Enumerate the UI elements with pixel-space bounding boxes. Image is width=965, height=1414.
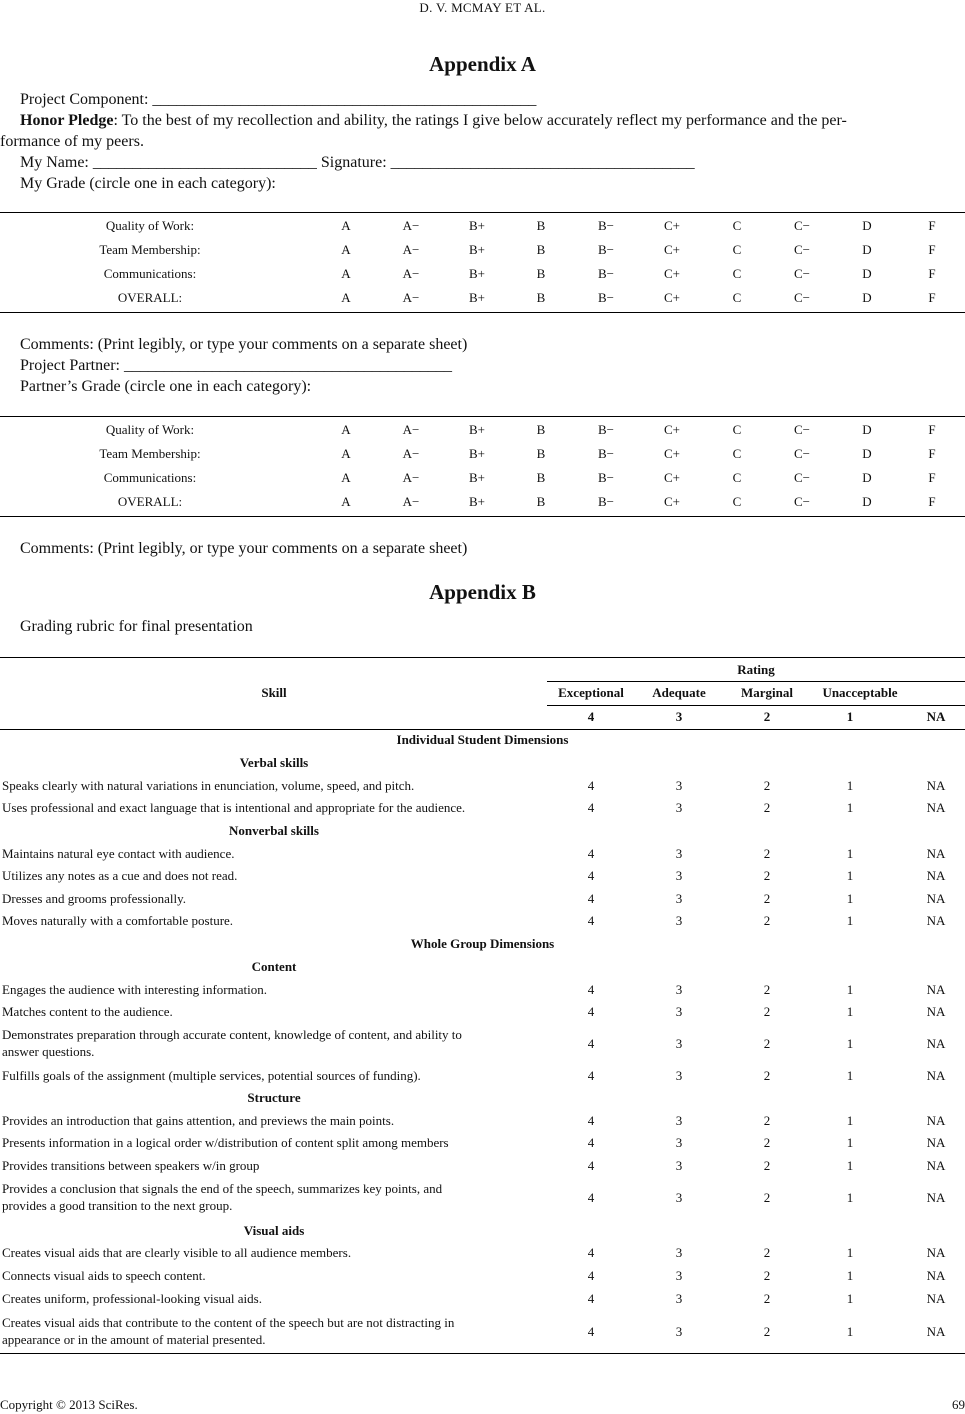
grade-option: C+ — [663, 290, 680, 305]
rating-cell: 4 — [587, 1135, 595, 1150]
skill-item: Provides transitions between speakers w/in group — [2, 1158, 260, 1173]
rating-cell: 3 — [675, 1324, 683, 1339]
grade-option: C+ — [663, 446, 680, 461]
grade-option: C+ — [663, 494, 680, 509]
grade-row-label: OVERALL: — [117, 494, 183, 509]
grade-row-label: OVERALL: — [117, 290, 183, 305]
skill-item: Creates uniform, professional-looking visual aids. — [2, 1291, 262, 1306]
subsection-heading: Verbal skills — [239, 755, 309, 770]
rating-cell: 1 — [846, 778, 854, 793]
grade-option: C — [732, 218, 742, 233]
grade-option: B− — [597, 266, 614, 281]
rule — [0, 729, 965, 730]
partner-grade-heading: Partner’s Grade (circle one in each category): — [20, 378, 312, 395]
grade-option: B+ — [468, 242, 485, 257]
rating-cell: 3 — [675, 1004, 683, 1019]
rating-value: NA — [926, 709, 946, 724]
rating-cell: 1 — [846, 800, 854, 815]
rating-cell: 1 — [846, 1135, 854, 1150]
rating-cell: 3 — [675, 846, 683, 861]
rating-cell: 1 — [846, 1113, 854, 1128]
rating-cell: NA — [926, 1268, 946, 1283]
grade-option: B− — [597, 218, 614, 233]
rating-cell: 1 — [846, 1268, 854, 1283]
grade-option: C — [732, 290, 742, 305]
skill-item: answer questions. — [2, 1044, 95, 1059]
rating-cell: NA — [926, 891, 946, 906]
skill-item: Matches content to the audience. — [2, 1004, 173, 1019]
grade-option: A− — [402, 242, 420, 257]
grade-option: F — [928, 266, 936, 281]
rating-cell: 2 — [763, 913, 771, 928]
rating-cell: 3 — [675, 1190, 683, 1205]
rating-header: Rating — [737, 662, 775, 677]
grade-option: C — [732, 446, 742, 461]
grade-option: B− — [597, 290, 614, 305]
grade-option: F — [928, 242, 936, 257]
rating-cell: 2 — [763, 1068, 771, 1083]
rating-cell: 2 — [763, 1036, 771, 1051]
grade-option: B− — [597, 470, 614, 485]
rating-cell: 2 — [763, 1324, 771, 1339]
rule — [0, 416, 965, 417]
skill-item: Maintains natural eye contact with audience. — [2, 846, 235, 861]
skill-item: Provides an introduction that gains attention, and previews the main points. — [2, 1113, 395, 1128]
rating-cell: 1 — [846, 1245, 854, 1260]
rating-cell: 2 — [763, 1268, 771, 1283]
grade-option: B — [536, 290, 546, 305]
rating-cell: 2 — [763, 868, 771, 883]
grade-option: D — [862, 266, 872, 281]
rating-cell: NA — [926, 1291, 946, 1306]
rating-cell: 4 — [587, 1036, 595, 1051]
grade-option: D — [862, 446, 872, 461]
skill-item: Fulfills goals of the assignment (multiple services, potential sources of funding). — [2, 1068, 421, 1083]
grade-option: A — [341, 242, 351, 257]
skill-item: provides a good transition to the next group. — [2, 1198, 233, 1213]
rating-cell: 4 — [587, 1068, 595, 1083]
grade-option: C+ — [663, 470, 680, 485]
honor-pledge-text: : To the best of my recollection and ability, the ratings I give below accurately reflect my performance and the per- — [113, 112, 847, 129]
grade-option: B+ — [468, 266, 485, 281]
grade-option: A — [341, 494, 351, 509]
grade-option: B — [536, 470, 546, 485]
rating-cell: 2 — [763, 1004, 771, 1019]
grade-option: D — [862, 242, 872, 257]
rating-cell: 2 — [763, 778, 771, 793]
grade-option: C+ — [663, 266, 680, 281]
skill-item: Moves naturally with a comfortable posture. — [2, 913, 234, 928]
grade-option: B+ — [468, 446, 485, 461]
grade-option: B — [536, 266, 546, 281]
skill-item: Demonstrates preparation through accurate content, knowledge of content, and ability to — [2, 1027, 462, 1042]
grade-option: C — [732, 242, 742, 257]
rating-cell: 1 — [846, 982, 854, 997]
grade-option: B− — [597, 494, 614, 509]
section-heading: Whole Group Dimensions — [410, 936, 555, 951]
grade-row-label: Team Membership: — [99, 446, 201, 461]
rating-cell: 3 — [675, 778, 683, 793]
grade-option: A — [341, 266, 351, 281]
grade-option: B — [536, 494, 546, 509]
rating-cell: 4 — [587, 778, 595, 793]
rule — [0, 212, 965, 213]
rating-cell: NA — [926, 1068, 946, 1083]
skill-item: Presents information in a logical order w/distribution of content split among members — [2, 1135, 449, 1150]
grade-option: A — [341, 290, 351, 305]
rating-cell: NA — [926, 778, 946, 793]
skill-item: appearance or in the amount of material presented. — [2, 1332, 266, 1347]
grade-option: C− — [793, 290, 810, 305]
grade-option: B− — [597, 446, 614, 461]
rating-label: Exceptional — [558, 685, 624, 700]
grade-row-label: Communications: — [103, 470, 197, 485]
grade-option: A− — [402, 422, 420, 437]
grade-option: D — [862, 422, 872, 437]
rating-value: 4 — [587, 709, 595, 724]
rating-cell: NA — [926, 868, 946, 883]
rating-cell: 4 — [587, 1268, 595, 1283]
rule — [0, 657, 965, 658]
grade-option: C− — [793, 242, 810, 257]
rating-cell: 3 — [675, 800, 683, 815]
my-name-line: My Name: ____________________________ Signature: ______________________________________ — [20, 154, 695, 171]
rating-cell: 2 — [763, 1135, 771, 1150]
grade-option: F — [928, 494, 936, 509]
rating-cell: NA — [926, 1135, 946, 1150]
comments-line: Comments: (Print legibly, or type your comments on a separate sheet) — [20, 336, 468, 353]
subsection-heading: Visual aids — [243, 1223, 305, 1238]
grade-option: B — [536, 242, 546, 257]
grade-option: B+ — [468, 290, 485, 305]
grade-option: A− — [402, 446, 420, 461]
comments-line: Comments: (Print legibly, or type your comments on a separate sheet) — [20, 540, 468, 557]
rating-cell: 4 — [587, 1004, 595, 1019]
subsection-heading: Nonverbal skills — [229, 823, 319, 838]
rating-cell: 4 — [587, 913, 595, 928]
skill-header: Skill — [261, 685, 287, 700]
rating-cell: 2 — [763, 1190, 771, 1205]
grade-row-label: Team Membership: — [99, 242, 201, 257]
rating-cell: 3 — [675, 891, 683, 906]
grade-option: C− — [793, 446, 810, 461]
rating-cell: 1 — [846, 1004, 854, 1019]
grade-option: F — [928, 290, 936, 305]
grade-option: A− — [402, 266, 420, 281]
project-component-line: Project Component: ________________________________________________ — [20, 91, 537, 108]
rating-cell: 1 — [846, 1291, 854, 1306]
rating-label: Marginal — [741, 685, 793, 700]
grade-option: A — [341, 470, 351, 485]
grade-option: B — [536, 422, 546, 437]
subsection-heading: Structure — [247, 1090, 301, 1105]
copyright: Copyright © 2013 SciRes. — [0, 1397, 138, 1412]
rating-cell: NA — [926, 1245, 946, 1260]
rating-cell: 4 — [587, 1113, 595, 1128]
grade-option: C− — [793, 422, 810, 437]
grade-option: A− — [402, 218, 420, 233]
grade-option: B− — [597, 422, 614, 437]
rating-value: 3 — [675, 709, 683, 724]
rubric-intro: Grading rubric for final presentation — [20, 618, 253, 635]
page-number: 69 — [952, 1397, 965, 1412]
rating-cell: 3 — [675, 1245, 683, 1260]
rating-cell: NA — [926, 913, 946, 928]
grade-option: C− — [793, 266, 810, 281]
grade-row-label: Quality of Work: — [105, 422, 195, 437]
skill-item: Creates visual aids that are clearly visible to all audience members. — [2, 1245, 352, 1260]
grade-option: C+ — [663, 218, 680, 233]
skill-item: Dresses and grooms professionally. — [2, 891, 187, 906]
rating-cell: 4 — [587, 846, 595, 861]
rating-cell: 2 — [763, 800, 771, 815]
rating-cell: 1 — [846, 1036, 854, 1051]
section-heading: Individual Student Dimensions — [396, 732, 569, 747]
grade-option: F — [928, 446, 936, 461]
grade-option: A — [341, 218, 351, 233]
rating-cell: 4 — [587, 868, 595, 883]
rating-cell: 4 — [587, 1158, 595, 1173]
grade-option: C− — [793, 494, 810, 509]
rating-cell: 2 — [763, 1113, 771, 1128]
rating-cell: NA — [926, 1113, 946, 1128]
grade-option: D — [862, 470, 872, 485]
grade-option: B− — [597, 242, 614, 257]
rating-cell: 1 — [846, 1158, 854, 1173]
grade-option: A — [341, 446, 351, 461]
rating-cell: 3 — [675, 1291, 683, 1306]
rule — [547, 705, 965, 706]
rule — [547, 681, 965, 682]
rating-cell: 2 — [763, 846, 771, 861]
skill-item: Utilizes any notes as a cue and does not read. — [2, 868, 238, 883]
grade-option: C — [732, 470, 742, 485]
rating-cell: 2 — [763, 982, 771, 997]
rating-cell: 2 — [763, 1245, 771, 1260]
rating-cell: 1 — [846, 868, 854, 883]
rating-value: 2 — [763, 709, 771, 724]
rating-label: Adequate — [652, 685, 706, 700]
grade-row-label: Quality of Work: — [105, 218, 195, 233]
rating-cell: 3 — [675, 1135, 683, 1150]
rating-cell: 4 — [587, 891, 595, 906]
rating-cell: 4 — [587, 1291, 595, 1306]
grade-option: D — [862, 494, 872, 509]
rating-cell: 4 — [587, 982, 595, 997]
rating-cell: 2 — [763, 1291, 771, 1306]
grade-option: C− — [793, 218, 810, 233]
rating-cell: NA — [926, 1004, 946, 1019]
skill-item: Uses professional and exact language that is intentional and appropriate for the audience. — [2, 800, 466, 815]
rule — [0, 1353, 965, 1354]
rating-cell: 3 — [675, 868, 683, 883]
rating-cell: NA — [926, 1324, 946, 1339]
rule — [0, 312, 965, 313]
grade-option: C+ — [663, 422, 680, 437]
grade-row-label: Communications: — [103, 266, 197, 281]
rating-cell: 4 — [587, 800, 595, 815]
rating-cell: 3 — [675, 1036, 683, 1051]
appendix-b-title: Appendix B — [429, 580, 536, 604]
honor-pledge-label: Honor Pledge — [20, 112, 114, 129]
rating-cell: 3 — [675, 1113, 683, 1128]
grade-option: B+ — [468, 218, 485, 233]
rating-cell: 2 — [763, 1158, 771, 1173]
grade-option: C+ — [663, 242, 680, 257]
rating-cell: 3 — [675, 1158, 683, 1173]
grade-option: F — [928, 470, 936, 485]
my-grade-heading: My Grade (circle one in each category): — [20, 175, 276, 192]
rating-cell: 3 — [675, 1068, 683, 1083]
grade-option: D — [862, 218, 872, 233]
grade-option: B+ — [468, 470, 485, 485]
skill-item: Speaks clearly with natural variations in enunciation, volume, speed, and pitch. — [2, 778, 415, 793]
grade-option: D — [862, 290, 872, 305]
grade-option: B+ — [468, 494, 485, 509]
appendix-a-title: Appendix A — [429, 52, 536, 76]
rating-cell: 1 — [846, 913, 854, 928]
rating-cell: 1 — [846, 1068, 854, 1083]
grade-option: C — [732, 266, 742, 281]
rating-cell: 3 — [675, 982, 683, 997]
rating-cell: 2 — [763, 891, 771, 906]
grade-option: C− — [793, 470, 810, 485]
grade-option: B — [536, 218, 546, 233]
rating-cell: 3 — [675, 1268, 683, 1283]
rating-cell: NA — [926, 800, 946, 815]
honor-pledge — [20, 110, 965, 131]
grade-option: A− — [402, 290, 420, 305]
rating-cell: 3 — [675, 913, 683, 928]
grade-option: F — [928, 422, 936, 437]
rating-cell: 1 — [846, 846, 854, 861]
rating-cell: 1 — [846, 1190, 854, 1205]
rating-value: 1 — [846, 709, 854, 724]
grade-option: B+ — [468, 422, 485, 437]
rating-cell: NA — [926, 1158, 946, 1173]
rating-cell: NA — [926, 846, 946, 861]
rating-cell: 1 — [846, 1324, 854, 1339]
grade-option: C — [732, 494, 742, 509]
skill-item: Connects visual aids to speech content. — [2, 1268, 206, 1283]
skill-item: Engages the audience with interesting information. — [2, 982, 267, 997]
rating-cell: NA — [926, 1036, 946, 1051]
grade-option: B — [536, 446, 546, 461]
skill-item: Creates visual aids that contribute to the content of the speech but are not distracting in — [2, 1315, 455, 1330]
honor-pledge-continued: formance of my peers. — [0, 133, 144, 150]
project-partner-line: Project Partner: _________________________________________ — [20, 357, 452, 374]
rating-cell: 4 — [587, 1245, 595, 1260]
rating-cell: NA — [926, 982, 946, 997]
rating-cell: 4 — [587, 1190, 595, 1205]
rating-cell: NA — [926, 1190, 946, 1205]
grade-option: A — [341, 422, 351, 437]
grade-option: A− — [402, 494, 420, 509]
grade-option: C — [732, 422, 742, 437]
rating-cell: 1 — [846, 891, 854, 906]
rule — [0, 516, 965, 517]
grade-option: A− — [402, 470, 420, 485]
skill-item: Provides a conclusion that signals the end of the speech, summarizes key points, and — [2, 1181, 443, 1196]
grade-option: F — [928, 218, 936, 233]
rating-label: Unacceptable — [822, 685, 898, 700]
rating-cell: 4 — [587, 1324, 595, 1339]
running-head: D. V. MCMAY ET AL. — [419, 0, 546, 15]
subsection-heading: Content — [251, 959, 297, 974]
